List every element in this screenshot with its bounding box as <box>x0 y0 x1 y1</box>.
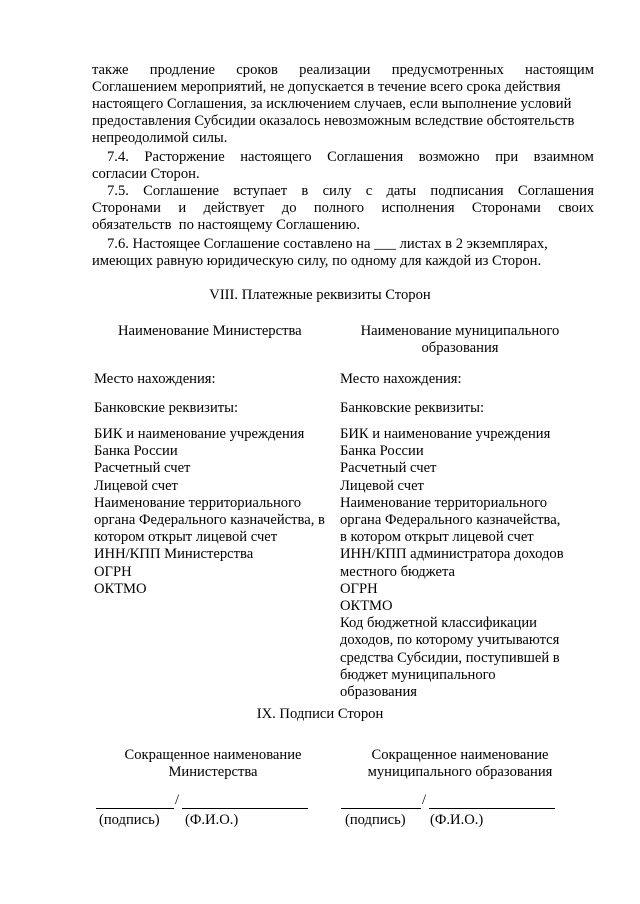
paragraph-line <box>92 200 594 217</box>
word: исполнения <box>381 200 455 216</box>
word: Сторонами <box>92 200 161 216</box>
word: 7.4. <box>107 149 129 165</box>
detail-line: ОКТМО <box>94 580 147 597</box>
ministry-fio-label: (Ф.И.О.) <box>185 812 239 828</box>
detail-line: образования <box>340 684 417 701</box>
word: силу <box>322 183 352 199</box>
word: предусмотренных <box>391 62 504 78</box>
municipality-fio-line <box>429 808 555 809</box>
short-name-line: Сокращенное наименование <box>124 747 302 763</box>
word: реализации <box>299 62 371 78</box>
section-title-payment-details: VIII. Платежные реквизиты Сторон <box>209 287 431 303</box>
ministry-location-label: Место нахождения: <box>94 371 216 387</box>
word: настоящим <box>525 62 594 78</box>
detail-line: ИНН/КПП администратора доходов <box>340 546 564 563</box>
word: подписания <box>430 183 504 199</box>
detail-line: ОГРН <box>340 580 378 597</box>
paragraph-line <box>107 149 594 166</box>
short-name-line: муниципального образования <box>367 764 553 781</box>
word: полного <box>313 200 365 216</box>
detail-line: котором открыт лицевой счет <box>94 529 278 546</box>
paragraph-line: обязательств по настоящему Соглашению. <box>92 217 361 233</box>
ministry-name-heading: Наименование Министерства <box>118 323 302 339</box>
word: 7.5. <box>107 183 129 199</box>
word: также <box>92 62 129 78</box>
word: своих <box>558 200 594 216</box>
municipality-signature-label: (подпись) <box>345 812 406 828</box>
word: при <box>495 149 519 165</box>
paragraph-line: имеющих равную юридическую силу, по одному для каждой из Сторон. <box>92 253 542 269</box>
detail-line: Банка России <box>340 443 424 460</box>
municipality-signature-line <box>341 808 421 809</box>
detail-line: Код бюджетной классификации <box>340 615 537 632</box>
ministry-signature-slash: / <box>175 792 180 808</box>
detail-line: бюджет муниципального <box>340 666 496 683</box>
heading-line: образования <box>421 340 499 357</box>
detail-line: Лицевой счет <box>340 477 424 494</box>
ministry-signature-line <box>96 808 174 809</box>
word: продление <box>149 62 216 78</box>
detail-line: Наименование территориального <box>94 494 301 511</box>
detail-line: местного бюджета <box>340 563 456 580</box>
ministry-bank-label: Банковские реквизиты: <box>94 400 238 416</box>
word: даты <box>386 183 417 199</box>
ministry-short-name <box>88 747 338 781</box>
municipality-short-name <box>335 747 585 781</box>
municipality-name-heading <box>340 323 580 357</box>
detail-line: органа Федерального казначейства, <box>340 512 561 529</box>
word: и <box>178 200 187 216</box>
detail-line: органа Федерального казначейства, в <box>94 512 325 529</box>
detail-line: Банка России <box>94 443 178 460</box>
section-title-signatures: IX. Подписи Сторон <box>256 706 384 722</box>
detail-line: ОКТМО <box>340 598 393 615</box>
word: настоящего <box>240 149 312 165</box>
paragraph-line: настоящего Соглашения, за исключением случаев, если выполнение условий <box>92 96 572 112</box>
municipality-location-label: Место нахождения: <box>340 371 462 387</box>
word: действует <box>203 200 265 216</box>
word: возможно <box>418 149 480 165</box>
detail-line: БИК и наименование учреждения <box>340 426 551 442</box>
word: взаимном <box>533 149 594 165</box>
ministry-signature-label: (подпись) <box>99 812 160 828</box>
municipality-bank-details <box>340 426 564 701</box>
municipality-bank-label: Банковские реквизиты: <box>340 400 484 416</box>
word: Сторонами <box>471 200 541 216</box>
detail-line: ИНН/КПП Министерства <box>94 546 254 563</box>
short-name-line: Министерства <box>168 764 258 781</box>
detail-line: БИК и наименование учреждения <box>94 426 305 442</box>
word: Соглашение <box>143 183 219 199</box>
ministry-bank-details <box>94 426 325 598</box>
detail-line: Лицевой счет <box>94 477 178 494</box>
short-name-line: Сокращенное наименование <box>371 747 549 763</box>
detail-line: Расчетный счет <box>340 460 437 477</box>
detail-line: в котором открыт лицевой счет <box>340 529 534 546</box>
word: с <box>365 183 373 199</box>
paragraph-line: согласии Сторон. <box>92 166 200 182</box>
word: Расторжение <box>144 149 225 165</box>
ministry-fio-line <box>182 808 308 809</box>
paragraph-line: непреодолимой силы. <box>92 130 228 146</box>
detail-line: ОГРН <box>94 563 132 580</box>
detail-line: средства Субсидии, поступившей в <box>340 649 560 666</box>
word: вступает <box>233 183 288 199</box>
paragraph-line: 7.6. Настоящее Соглашение составлено на ___ листах в 2 экземплярах, <box>107 236 548 252</box>
detail-line: Расчетный счет <box>94 460 191 477</box>
word: сроков <box>236 62 278 78</box>
paragraph-line <box>92 62 594 79</box>
word: Соглашения <box>327 149 404 165</box>
word: до <box>281 200 297 216</box>
paragraph-line: Соглашением мероприятий, не допускается в течение всего срока действия <box>92 79 561 95</box>
paragraph-line: предоставления Субсидии оказалось невозможным вследствие обстоятельств <box>92 113 575 129</box>
heading-line: Наименование муниципального <box>360 323 560 339</box>
municipality-signature-slash: / <box>422 792 427 808</box>
detail-line: доходов, по которому учитываются <box>340 632 560 649</box>
detail-line: Наименование территориального <box>340 494 547 511</box>
word: в <box>301 183 309 199</box>
paragraph-line <box>107 183 594 200</box>
municipality-fio-label: (Ф.И.О.) <box>430 812 484 828</box>
word: Соглашения <box>517 183 594 199</box>
